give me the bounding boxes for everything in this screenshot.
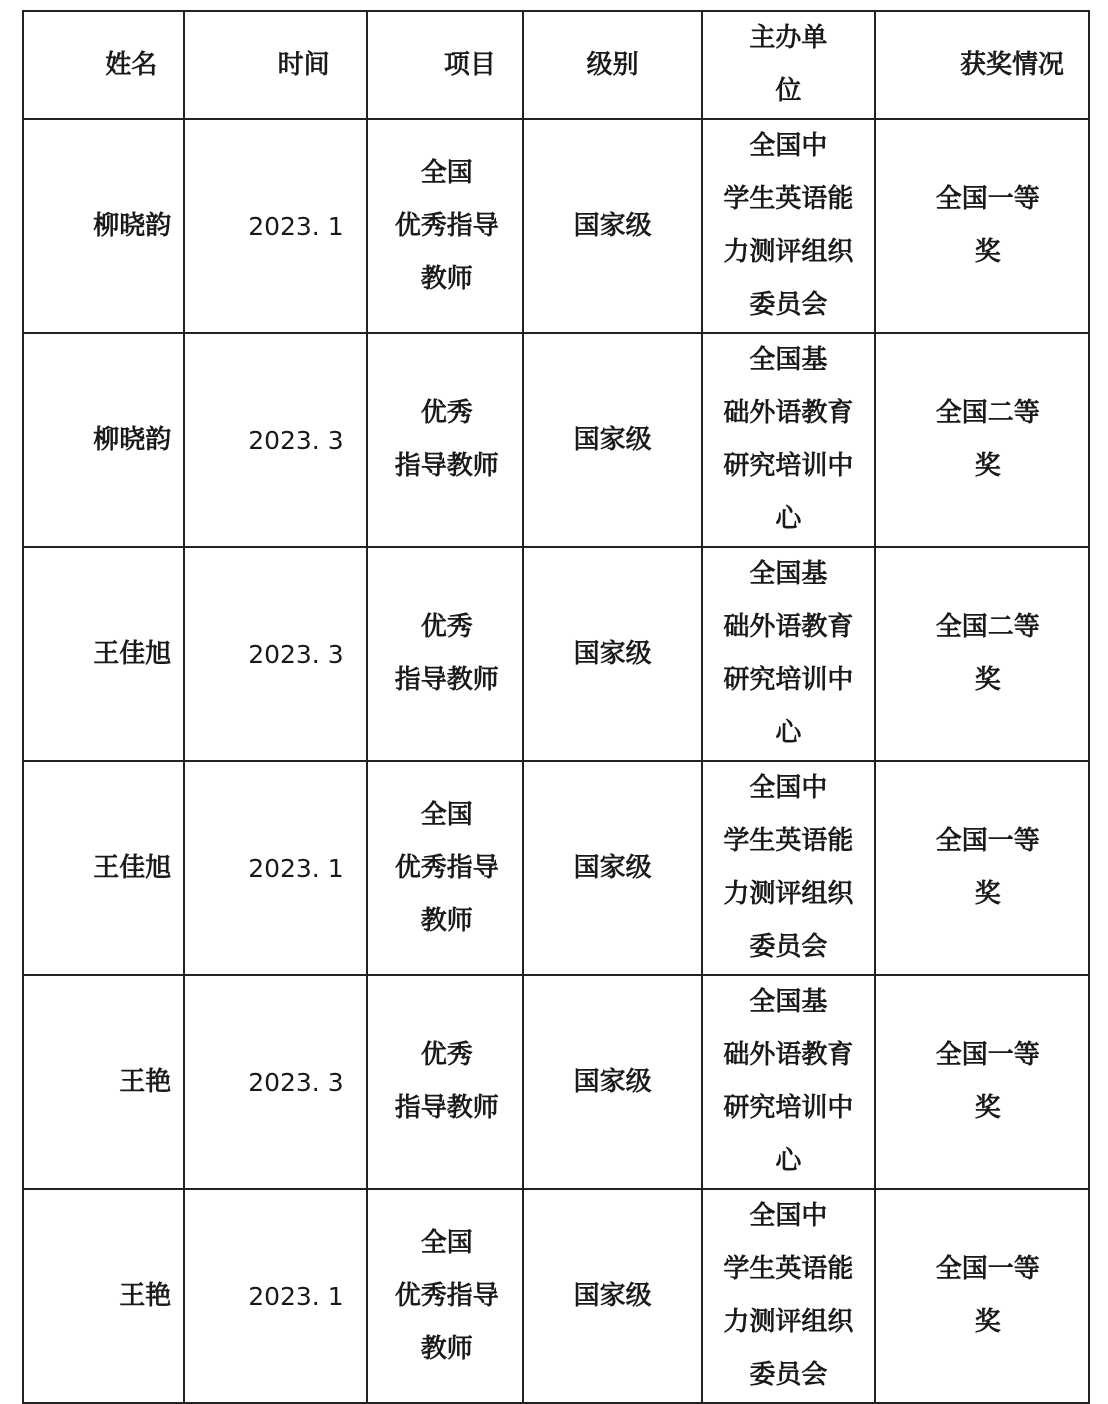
level-cell (523, 119, 702, 333)
award-cell (875, 975, 1089, 1189)
award-organizer: 全国基 础外语教育 研究培训中 心 (723, 345, 854, 534)
name-cell (23, 333, 184, 547)
table-row (23, 761, 1089, 975)
time-cell (184, 333, 366, 547)
award-cell (875, 761, 1089, 975)
award-date: 2023. 3 (248, 639, 344, 669)
recipient-name: 王佳旭 (93, 638, 172, 669)
award-organizer: 全国中 学生英语能 力测评组织 委员会 (723, 131, 854, 320)
award-project: 全国 优秀指导 教师 (394, 799, 499, 936)
table-row (23, 333, 1089, 547)
award-organizer: 全国中 学生英语能 力测评组织 委员会 (723, 1201, 854, 1390)
award-level: 国家级 (573, 852, 652, 883)
organizer-cell (702, 119, 874, 333)
award-cell (875, 1189, 1089, 1403)
level-cell (523, 547, 702, 761)
project-cell (367, 761, 523, 975)
award-cell (875, 547, 1089, 761)
award-project: 优秀 指导教师 (394, 1040, 499, 1123)
level-cell (523, 333, 702, 547)
award-date: 2023. 1 (248, 853, 344, 883)
level-cell (523, 761, 702, 975)
header-project-cell (367, 11, 523, 119)
time-cell (184, 761, 366, 975)
recipient-name: 王艳 (119, 1066, 172, 1097)
award-date: 2023. 3 (248, 425, 344, 455)
organizer-cell (702, 333, 874, 547)
award-organizer: 全国中 学生英语能 力测评组织 委员会 (723, 773, 854, 962)
award-result: 全国一等 奖 (935, 184, 1040, 267)
award-organizer: 全国基 础外语教育 研究培训中 心 (723, 559, 854, 748)
award-project: 优秀 指导教师 (394, 612, 499, 695)
award-cell (875, 333, 1089, 547)
award-project: 全国 优秀指导 教师 (394, 157, 499, 294)
time-cell (184, 1189, 366, 1403)
name-cell (23, 547, 184, 761)
header-level: 级别 (586, 49, 639, 80)
award-level: 国家级 (573, 210, 652, 241)
time-cell (184, 975, 366, 1189)
project-cell (367, 119, 523, 333)
award-date: 2023. 1 (248, 1281, 344, 1311)
time-cell (184, 119, 366, 333)
award-level: 国家级 (573, 638, 652, 669)
award-project: 全国 优秀指导 教师 (394, 1227, 499, 1364)
recipient-name: 王佳旭 (93, 852, 172, 883)
name-cell (23, 119, 184, 333)
award-level: 国家级 (573, 1066, 652, 1097)
project-cell (367, 975, 523, 1189)
award-organizer: 全国基 础外语教育 研究培训中 心 (723, 987, 854, 1176)
time-cell (184, 547, 366, 761)
header-award: 获奖情况 (959, 49, 1064, 80)
award-level: 国家级 (573, 424, 652, 455)
recipient-name: 柳晓韵 (93, 210, 172, 241)
award-date: 2023. 1 (248, 211, 344, 241)
award-result: 全国二等 奖 (935, 398, 1040, 481)
award-level: 国家级 (573, 1280, 652, 1311)
award-result: 全国一等 奖 (935, 826, 1040, 909)
level-cell (523, 1189, 702, 1403)
project-cell (367, 547, 523, 761)
organizer-cell (702, 547, 874, 761)
header-award-cell (875, 11, 1089, 119)
awards-table (22, 10, 1090, 1404)
table-row (23, 975, 1089, 1189)
header-time-cell (184, 11, 366, 119)
recipient-name: 王艳 (119, 1280, 172, 1311)
award-result: 全国二等 奖 (935, 612, 1040, 695)
level-cell (523, 975, 702, 1189)
organizer-cell (702, 975, 874, 1189)
organizer-cell (702, 761, 874, 975)
award-result: 全国一等 奖 (935, 1040, 1040, 1123)
header-name-cell (23, 11, 184, 119)
header-organizer: 主办单 位 (749, 23, 828, 106)
award-result: 全国一等 奖 (935, 1254, 1040, 1337)
header-name: 姓名 (105, 49, 158, 80)
organizer-cell (702, 1189, 874, 1403)
name-cell (23, 1189, 184, 1403)
header-level-cell (523, 11, 702, 119)
award-project: 优秀 指导教师 (394, 398, 499, 481)
table-row (23, 119, 1089, 333)
recipient-name: 柳晓韵 (93, 424, 172, 455)
award-cell (875, 119, 1089, 333)
header-organizer-cell (702, 11, 874, 119)
table-row (23, 1189, 1089, 1403)
project-cell (367, 333, 523, 547)
project-cell (367, 1189, 523, 1403)
award-date: 2023. 3 (248, 1067, 344, 1097)
name-cell (23, 975, 184, 1189)
table-header-row (23, 11, 1089, 119)
header-project: 项目 (443, 49, 496, 80)
header-time: 时间 (277, 49, 330, 80)
name-cell (23, 761, 184, 975)
table-row (23, 547, 1089, 761)
